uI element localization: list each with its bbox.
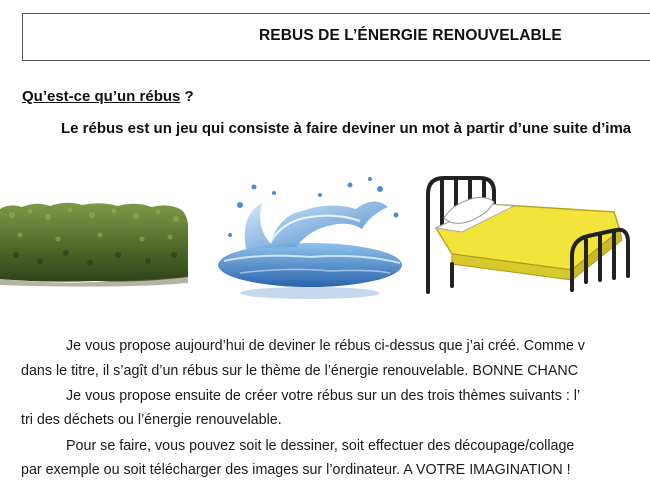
rebus-definition: Le rébus est un jeu qui consiste à faire deviner un mot à partir d’une suite d’ima (61, 120, 632, 137)
question-text: Qu’est-ce qu’un rébus (22, 88, 181, 105)
bed-image (422, 168, 634, 296)
paragraph-1-line-2: dans le titre, il s’agît d’un rébus sur le thème de l’énergie renouvelable. BONNE CHANC (21, 363, 579, 379)
paragraph-2-line-1: Je vous propose ensuite de créer votre rébus sur un des trois thèmes suivants : l’ (66, 388, 581, 404)
water-splash-image (210, 165, 410, 305)
question-mark: ? (180, 88, 194, 105)
question-heading (22, 88, 194, 105)
page-title: REBUS DE L’ÉNERGIE RENOUVELABLE (259, 27, 562, 44)
paragraph-3-line-1: Pour se faire, vous pouvez soit le dessiner, soit effectuer des découpage/collage (66, 438, 575, 454)
paragraph-1-line-1: Je vous propose aujourd’hui de deviner le rébus ci-dessus que j’ai créé. Comme v (66, 338, 585, 354)
paragraph-3-line-2: par exemple ou soit télécharger des images sur l’ordinateur. A VOTRE IMAGINATION ! (21, 462, 571, 478)
paragraph-2-line-2: tri des déchets ou l’énergie renouvelable. (21, 412, 282, 428)
hedge-image (0, 195, 190, 295)
